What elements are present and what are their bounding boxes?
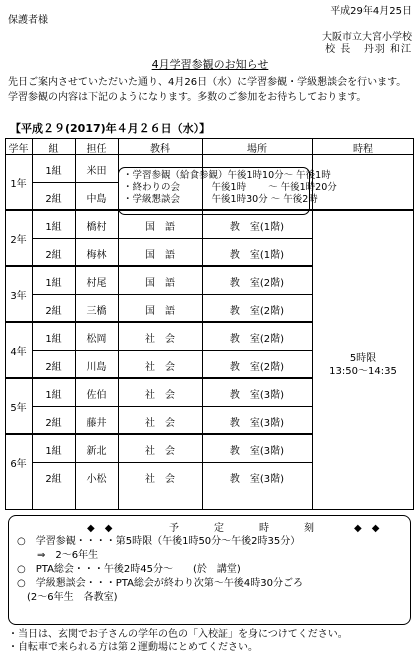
teacher-cell: 米田	[86, 166, 107, 177]
subject-cell: 社 会	[145, 390, 175, 401]
column-header: 場所	[247, 144, 267, 155]
diamond-decoration: ◆ ◆	[87, 523, 113, 534]
row-divider	[32, 182, 118, 183]
grade-label: 1年	[10, 179, 27, 190]
place-cell: 教 室(2階)	[229, 278, 285, 289]
principal-title: 校 長	[325, 44, 352, 55]
schedule-box	[8, 515, 411, 625]
row-divider	[32, 294, 312, 295]
place-cell: 教 室(2階)	[229, 334, 285, 345]
place-cell: 教 室(2階)	[229, 362, 285, 373]
class-cell: 2組	[45, 306, 62, 317]
teacher-cell: 橋村	[86, 222, 107, 233]
teacher-cell: 三橋	[86, 306, 107, 317]
schedule-line: ○ 学級懇談会・・・PTA総会が終わり次第～午後4時30分ごろ	[17, 578, 304, 589]
teacher-cell: 村尾	[86, 278, 107, 289]
column-header: 担任	[86, 144, 107, 155]
column-header: 時程	[353, 144, 373, 155]
footer-note: ・自転車で来られる方は第２運動場にとめてください。	[8, 642, 258, 653]
subject-cell: 国 語	[145, 250, 175, 261]
intro-text: 先日ご案内させていただいた通り、4月26日（水）に学習参観・学級懇談会を行います。学習参観の内容は下記のようになります。多数のご参加をお待ちしております。	[8, 77, 407, 103]
grade-label: 2年	[10, 235, 27, 246]
title-char: 予	[169, 523, 179, 534]
teacher-cell: 松岡	[86, 334, 107, 345]
recipient: 保護者様	[8, 15, 48, 26]
footer-note: ・当日は、玄関でお子さんの学年の色の「入校証」を身につけてください。	[8, 629, 348, 640]
grade-label: 5年	[10, 403, 27, 414]
row-divider	[32, 238, 312, 239]
row-divider	[32, 350, 312, 351]
grade-label: 3年	[10, 291, 27, 302]
period-time: 13:50～14:35	[329, 366, 397, 377]
place-cell: 教 室(1階)	[229, 250, 285, 261]
title-char: 時	[259, 523, 269, 534]
notice-line: ・学級懇談会 午後1時30分 ～ 午後2時	[123, 194, 318, 205]
teacher-cell: 梅林	[86, 250, 107, 261]
grade-divider	[5, 321, 312, 323]
period-label: 5時限	[349, 353, 377, 364]
class-cell: 2組	[45, 418, 62, 429]
column-header: 学年	[8, 144, 29, 155]
period-divider	[312, 209, 414, 211]
subject-cell: 国 語	[145, 222, 175, 233]
letter-title: 4月学習参観のお知らせ	[151, 58, 269, 71]
diamond-decoration: ◆ ◆	[354, 523, 380, 534]
class-cell: 1組	[45, 446, 62, 457]
schedule-line: ○ PTA総会・・・午後2時45分～ (於 講堂)	[17, 564, 241, 575]
class-cell: 2組	[45, 474, 62, 485]
teacher-cell: 新北	[86, 446, 107, 457]
place-cell: 教 室(3階)	[229, 390, 285, 401]
teacher-cell: 佐伯	[86, 390, 107, 401]
teacher-cell: 藤井	[86, 418, 107, 429]
row-divider	[32, 406, 312, 407]
class-cell: 1組	[45, 222, 62, 233]
schedule-line: (2～6年生 各教室)	[17, 592, 118, 603]
grade-divider	[5, 377, 312, 379]
subject-cell: 社 会	[145, 474, 175, 485]
place-cell: 教 室(2階)	[229, 306, 285, 317]
subject-cell: 社 会	[145, 446, 175, 457]
place-cell: 教 室(3階)	[229, 418, 285, 429]
subject-cell: 国 語	[145, 278, 175, 289]
teacher-cell: 中島	[86, 194, 107, 205]
grade-label: 6年	[10, 459, 27, 470]
principal-name: 丹羽 和江	[363, 44, 412, 55]
class-cell: 2組	[45, 250, 62, 261]
column-header: 教科	[150, 144, 170, 155]
grade1-notice	[118, 167, 337, 215]
teacher-cell: 川島	[86, 362, 107, 373]
row-divider	[32, 462, 312, 463]
event-date: 【平成２９(2017)年４月２６日（水）】	[10, 122, 211, 135]
grade-label: 4年	[10, 347, 27, 358]
grade-divider	[5, 433, 312, 435]
title-char: 定	[214, 523, 224, 534]
teacher-cell: 小松	[86, 474, 107, 485]
class-cell: 1組	[45, 278, 62, 289]
class-cell: 2組	[45, 194, 62, 205]
class-cell: 2組	[45, 362, 62, 373]
notice-line: ・終わりの会 午後1時 ～ 午後1時20分	[123, 182, 337, 193]
class-cell: 1組	[45, 166, 62, 177]
place-cell: 教 室(1階)	[229, 222, 285, 233]
school-name: 大阪市立大宮小学校	[322, 32, 412, 43]
notice-line: ・学習参観（給食参観）午後1時10分～ 午後1時	[123, 170, 331, 181]
schedule-line: ○ 学習参観・・・・第5時限（午後1時50分～午後2時35分）	[17, 536, 301, 547]
subject-cell: 社 会	[145, 418, 175, 429]
letter-date: 平成29年4月25日	[330, 6, 412, 17]
schedule-line: ⇒ 2～6年生	[17, 550, 99, 561]
subject-cell: 国 語	[145, 306, 175, 317]
class-cell: 1組	[45, 390, 62, 401]
subject-cell: 社 会	[145, 362, 175, 373]
class-cell: 1組	[45, 334, 62, 345]
column-header: 組	[48, 144, 59, 155]
place-cell: 教 室(3階)	[229, 446, 285, 457]
subject-cell: 社 会	[145, 334, 175, 345]
place-cell: 教 室(3階)	[229, 474, 285, 485]
grade-divider	[5, 265, 312, 267]
principal	[325, 40, 412, 55]
title-char: 刻	[304, 523, 314, 534]
